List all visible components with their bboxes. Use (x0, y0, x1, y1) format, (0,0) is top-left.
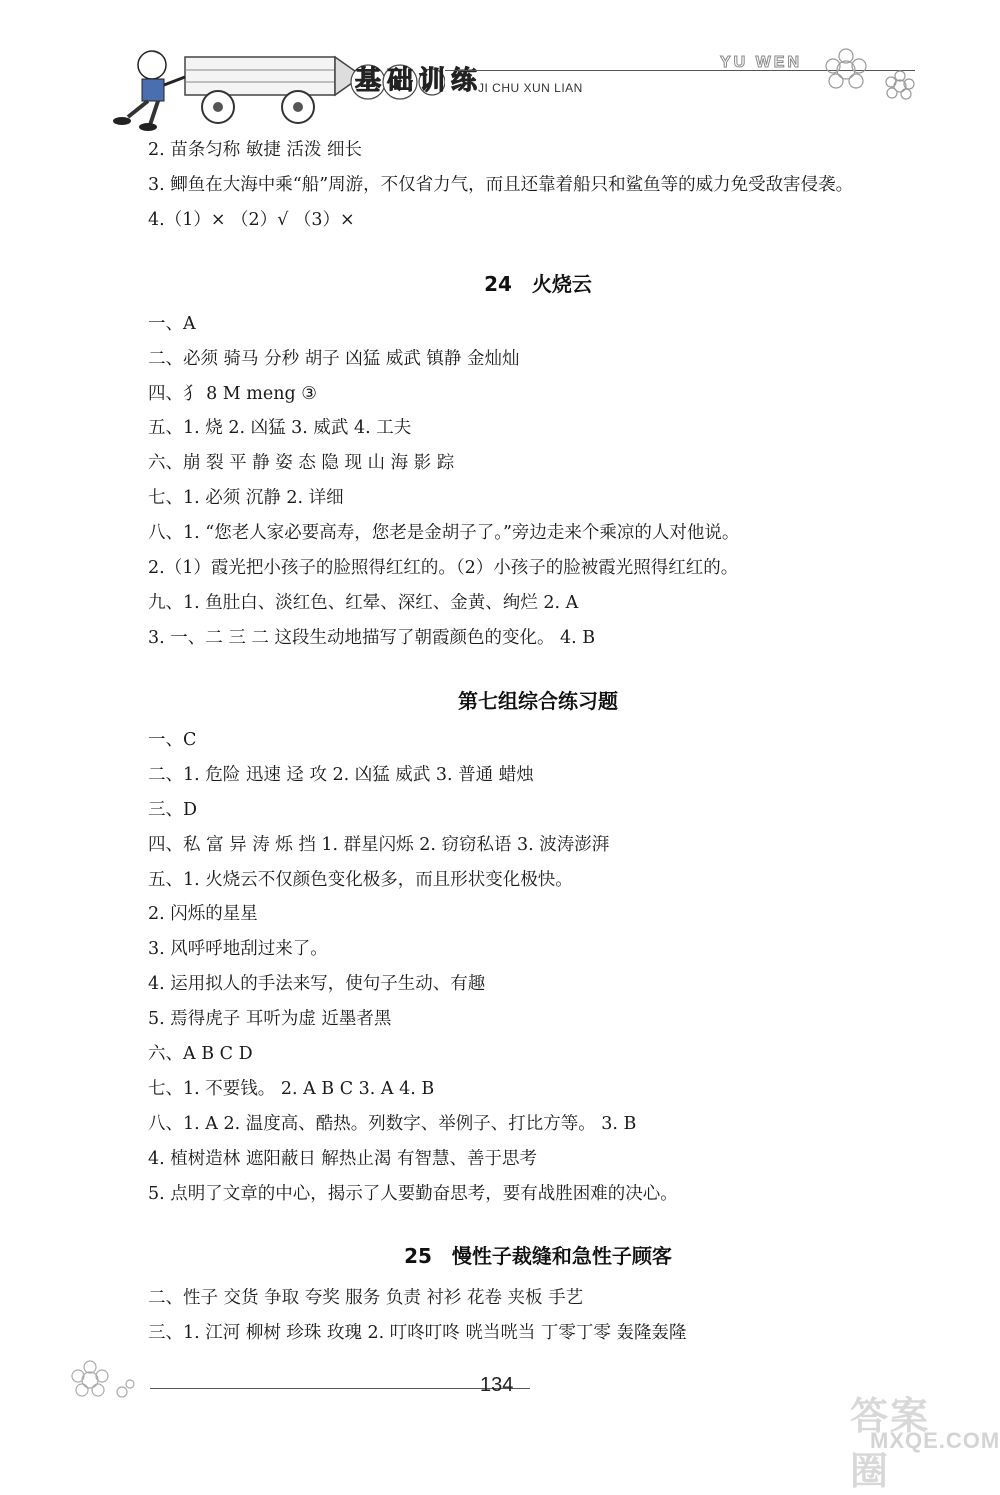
answer-line: 一、C (148, 730, 197, 750)
answer-line: 3. 一、二 三 二 这段生动地描写了朝霞颜色的变化。 4. B (148, 628, 596, 648)
watermark-logo: 答案圈 (850, 1396, 931, 1493)
section-heading-group7: 第七组综合练习题 (458, 689, 618, 713)
answer-line: 2.（1）霞光把小孩子的脸照得红红的。（2）小孩子的脸被霞光照得红红的。 (148, 558, 739, 578)
page-number: 134 (480, 1374, 514, 1396)
answer-line: 4. 植树造林 遮阳蔽日 解热止渴 有智慧、善于思考 (148, 1149, 537, 1169)
answer-line: 四、私 富 异 涛 烁 挡 1. 群星闪烁 2. 窃窃私语 3. 波涛澎湃 (148, 835, 610, 855)
answer-line: 三、D (148, 800, 198, 820)
answer-line: 五、1. 烧 2. 凶猛 3. 威武 4. 工夫 (148, 418, 412, 438)
answer-line: 二、1. 危险 迅速 迳 攻 2. 凶猛 威武 3. 普通 蜡烛 (148, 765, 534, 785)
series-title-pinyin: JI CHU XUN LIAN (478, 81, 583, 95)
section-heading-25: 25 慢性子裁缝和急性子顾客 (404, 1244, 672, 1268)
answer-line: 五、1. 火烧云不仅颜色变化极多，而且形状变化极快。 (148, 870, 573, 890)
answer-line: 4.（1）× （2）√ （3）× (148, 210, 355, 230)
answer-line: 4. 运用拟人的手法来写，使句子生动、有趣 (148, 974, 486, 994)
answer-line: 5. 点明了文章的中心，揭示了人要勤奋思考，要有战胜困难的决心。 (148, 1184, 678, 1204)
answer-line: 八、1. “您老人家必要高寿，您老是金胡子了。”旁边走来个乘凉的人对他说。 (148, 523, 740, 543)
flower-decoration-icon (818, 44, 928, 114)
answer-line: 七、1. 必须 沉静 2. 详细 (148, 488, 344, 508)
answer-line: 三、1. 江河 柳树 珍珠 玫瑰 2. 叮咚叮咚 咣当咣当 丁零丁零 轰隆轰隆 (148, 1323, 687, 1343)
answer-line: 5. 焉得虎子 耳听为虚 近墨者黑 (148, 1009, 392, 1029)
answer-line: 2. 苗条匀称 敏捷 活泼 细长 (148, 140, 362, 160)
answer-line: 3. 风呼呼地刮过来了。 (148, 939, 328, 959)
answer-line: 七、1. 不要钱。 2. A B C 3. A 4. B (148, 1079, 435, 1099)
section-heading-24: 24 火烧云 (484, 272, 592, 296)
watermark-url: MXQE.COM (870, 1428, 1000, 1453)
flower-decoration-icon (60, 1350, 150, 1410)
page-header (100, 40, 930, 135)
answer-line: 2. 闪烁的星星 (148, 904, 258, 924)
subject-label: YU WEN (720, 54, 802, 71)
footer-rule (150, 1388, 530, 1389)
answer-line: 八、1. A 2. 温度高、酷热。列数字、举例子、打比方等。 3. B (148, 1114, 637, 1134)
answer-line: 四、犭 8 M meng ③ (148, 384, 317, 404)
answer-line: 六、A B C D (148, 1044, 253, 1064)
answer-line: 3. 鲫鱼在大海中乘“船”周游，不仅省力气，而且还靠着船只和鲨鱼等的威力免受敌害侵袭。 (148, 175, 854, 195)
answer-line: 一、A (148, 314, 196, 334)
answer-line: 二、性子 交货 争取 夸奖 服务 负责 衬衫 花卷 夹板 手艺 (148, 1288, 584, 1308)
answer-line: 九、1. 鱼肚白、淡红色、红晕、深红、金黄、绚烂 2. A (148, 593, 579, 613)
answer-line: 六、崩 裂 平 静 姿 态 隐 现 山 海 影 踪 (148, 453, 455, 473)
page-footer (60, 1330, 1000, 1493)
series-title: 基础训练 (355, 66, 484, 96)
answer-line: 二、必须 骑马 分秒 胡子 凶猛 威武 镇静 金灿灿 (148, 349, 520, 369)
